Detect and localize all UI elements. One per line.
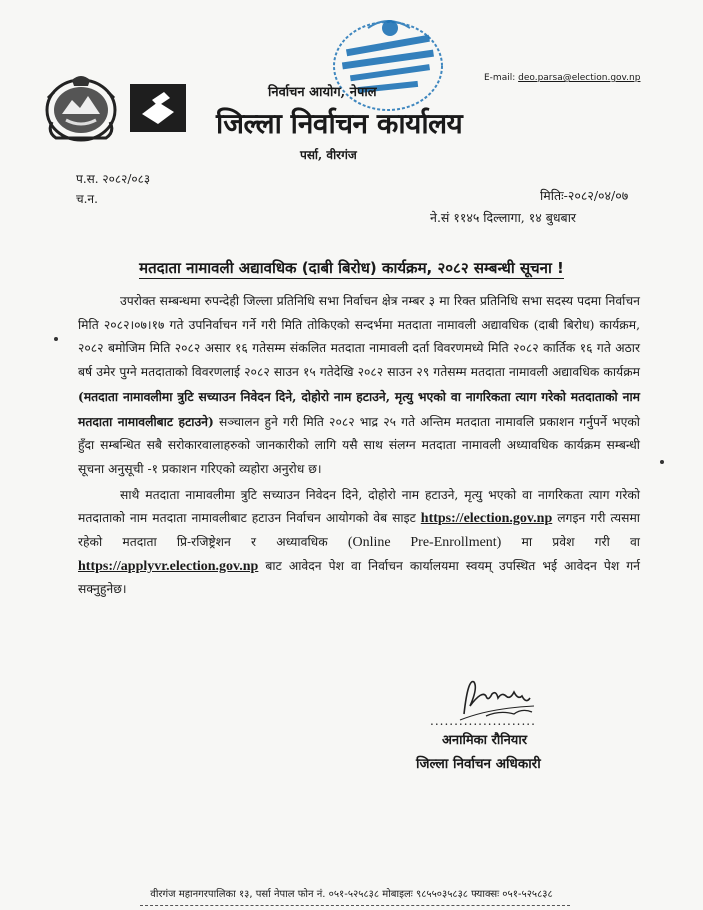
email-line [484,73,640,83]
online-pre-enrollment-text: (Online Pre-Enrollment) [347,535,502,551]
dispatch-number: च.न. [76,192,98,206]
paragraph-2-text-b: लगइन गरी त्यसमा रहेको मतदाता प्रि-रजिष्ट्रेशन र अध्यावधिक [78,511,640,550]
reference-number: प.स. २०८२/०८३ [76,172,151,186]
email-address[interactable]: deo.parsa@election.gov.np [518,73,641,83]
ballot-box-icon [128,82,188,134]
signatory-title: जिल्ला निर्वाचन अधिकारी [416,756,541,772]
commission-name: निर्वाचन आयोग, नेपाल [268,85,377,100]
email-label: E-mail: [484,73,519,83]
margin-mark [54,337,58,341]
paragraph-2 [78,484,640,603]
paragraph-1-bold: (मतदाता नामावलीमा त्रुटि सच्याउन निवेदन दिने, दोहोरो नाम हटाउने, मृत्यु भएको वा नागरिकता त्याग गरेको मतदाताको नाम मतदाता नामावलीबाट हटाउने) [78,388,640,429]
applyvr-website-link[interactable]: https://applyvr.election.gov.np [78,558,259,574]
signatory-name: अनामिका रौनियार [442,733,528,748]
paragraph-1 [78,290,640,482]
paragraph-2-text-a: साथै मतदाता नामावलीमा त्रुटि सच्याउन निवेदन दिने, दोहोरो नाम हटाउने, मृत्यु भएको वा नागरिकता त्याग गरेको मतदाताको नाम मतदाता नामावलीबाट हटाउन निर्वाचन आयोगको वेब साइट [78,487,640,526]
paragraph-2-text-c: मा प्रवेश गरी वा [501,535,640,550]
subject-text: मतदाता नामावली अद्यावधिक (दाबी बिरोध) कार्यक्रम, २०८२ सम्बन्धी सूचना ! [139,259,564,277]
signature-dots: ...................... [430,714,536,728]
office-name: जिल्ला निर्वाचन कार्यालय [216,107,463,140]
margin-mark [660,460,664,464]
election-website-link[interactable]: https://election.gov.np [420,511,553,527]
footer-rule [140,905,570,906]
letter-date: मितिः-२०८२/०४/०७ [540,188,629,203]
paragraph-2-text-d: बाट आवेदन पेश वा निर्वाचन कार्यालयमा स्वयम् उपस्थित भई आवेदन पेश गर्न सक्नुहुनेछ। [78,558,640,597]
paragraph-1-text-b: सञ्चालन हुने गरी मिति २०८२ भाद्र २५ गते अन्तिम मतदाता नामावलि प्रकाशन गर्नुपर्ने भएको हुँदा सम्बन्धित सबै सरोकारवालाहरुको जानकारीको लागि यसै साथ संलग्न मतदाता नामावली अध्यावधिक कार्यक्रम सम्बन्धी सूचना अनुसूची -१ प्रकाशन गरिएको व्यहोरा अनुरोध छ। [78,414,640,476]
letter-body [78,290,640,602]
nepal-emblem-icon [42,70,120,144]
office-place: पर्सा, वीरगंज [300,148,357,162]
paragraph-1-text-a: उपरोक्त सम्बन्धमा रुपन्देही जिल्ला प्रतिनिधि सभा निर्वाचन क्षेत्र नम्बर ३ मा रिक्त प्रतिनिधि सभा सदस्य पदमा निर्वाचन मिति २०८२।०७।१७ गते उपनिर्वाचन गर्ने गरी मिति तोकिएको सन्दर्भमा मतदाता नामावली अद्यावधिक (दाबी बिरोध) कार्यक्रम, २०८२ बमोजिम मिति २०८२ असार १६ गतेसम्म संकलित मतदाता नामावली दर्ता विवरणमध्ये मिति २०८२ कार्तिक १६ गते अठार बर्ष उमेर पुग्ने मतदाताको विवरणलाई २०८२ साउन १५ गतेदेखि २०८२ साउन २९ गतेसम्म मतदाता नामावली अद्यावधिक कार्यक्रम [78,294,640,380]
nepal-sambat-date: ने.सं ११४५ दिल्लागा, १४ बुधबार [430,210,577,225]
subject-line [0,258,703,278]
footer-contact: वीरगंज महानगरपालिका १३, पर्सा नेपाल फोन नं. ०५१-५२५८३८ मोबाइलः ९८५५०३५८३८ फ्याक्सः ०५१-५२५८३८ [150,889,553,900]
